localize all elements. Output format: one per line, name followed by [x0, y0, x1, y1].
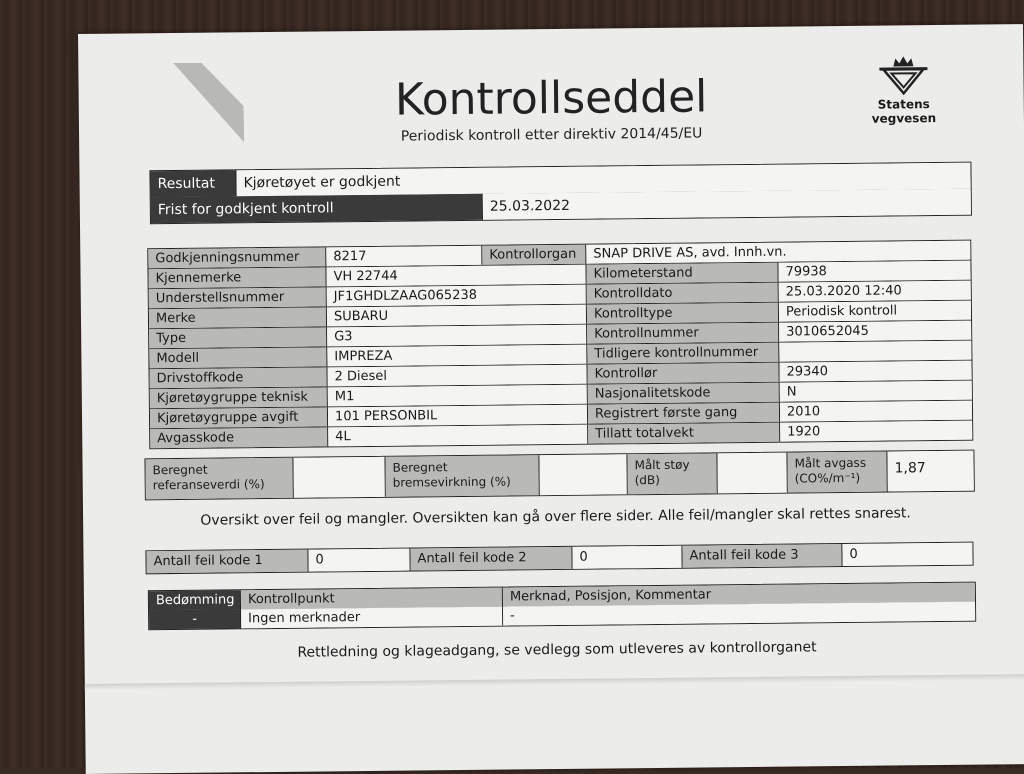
detail-label: Kontrolltype [587, 303, 779, 324]
detail-value: 101 PERSONBIL [328, 405, 588, 427]
detail-value [779, 341, 971, 362]
referanseverdi-label [145, 458, 293, 500]
kode1-label: Antall feil kode 1 [146, 550, 308, 574]
crown-shield-icon [877, 55, 929, 96]
godkjenningsnummer-value: 8217 [326, 246, 482, 267]
maalt-avgass-value: 1,87 [887, 451, 973, 492]
detail-label: Modell [149, 347, 327, 368]
kode1-value: 0 [308, 549, 410, 572]
kontrollorgan-value: SNAP DRIVE AS, avd. Innh.vn. [586, 241, 970, 264]
maalt-avgass-label-line2: (CO%/m⁻¹) [794, 470, 861, 486]
merknad-header: Merknad, Posisjon, Kommentar [503, 583, 975, 607]
maalt-avgass-label [787, 452, 887, 493]
rettledning-text: Rettledning og klageadgang, se vedlegg som utleveres av kontrollorganet [297, 639, 817, 661]
measurement-row [145, 451, 973, 500]
referanseverdi-label-line1: Beregnet [152, 462, 208, 478]
detail-value: JF1GHDLZAAG065238 [327, 285, 587, 307]
detail-label: Type [149, 327, 327, 348]
detail-label: Understellsnummer [149, 287, 327, 308]
detail-label: Kjennemerke [148, 267, 326, 288]
bedomming-header: Bedømming [149, 590, 241, 610]
detail-label: Tillatt totalvekt [588, 423, 780, 444]
assessment-table [148, 582, 976, 631]
maalt-stoy-label-line2: (dB) [634, 472, 660, 488]
frist-label: Frist for godkjent kontroll [151, 194, 483, 223]
result-box [149, 162, 972, 225]
referanseverdi-label-line2: referanseverdi (%) [152, 477, 265, 493]
detail-label: Kontrollnummer [587, 323, 779, 344]
detail-label: Kilometerstand [586, 263, 778, 284]
document-subtitle: Periodisk kontroll etter direktiv 2014/45/EU [400, 125, 703, 145]
frist-value: 25.03.2022 [483, 189, 971, 220]
godkjenningsnummer-label: Godkjenningsnummer [148, 247, 326, 268]
bremsevirkning-label-line1: Beregnet [392, 460, 448, 475]
bedomming-value: - [149, 609, 241, 629]
maalt-stoy-value [717, 453, 787, 494]
detail-value: SUBARU [327, 305, 587, 327]
statens-vegvesen-logo [843, 55, 964, 126]
detail-value: 4L [328, 425, 588, 447]
detail-label: Drivstoffkode [150, 367, 328, 388]
detail-label: Avgasskode [150, 427, 328, 448]
detail-label: Kjøretøygruppe avgift [150, 407, 328, 428]
detail-value: IMPREZA [327, 345, 587, 367]
detail-label: Kontrolldato [587, 283, 779, 304]
oversikt-text: Oversikt over feil og mangler. Oversikten kan gå over flere sider. Alle feil/mangler skal rettes snarest. [200, 505, 911, 529]
detail-value: 79938 [778, 261, 970, 282]
maalt-avgass-label-line1: Målt avgass [794, 455, 867, 471]
detail-value: 25.03.2020 12:40 [779, 281, 971, 302]
bremsevirkning-label-line2: bremsevirkning (%) [392, 474, 511, 490]
logo-text: Statens vegvesen [871, 97, 937, 126]
detail-value: Periodisk kontroll [779, 301, 971, 322]
detail-value: N [780, 381, 972, 402]
bremsevirkning-value [539, 454, 627, 495]
vehicle-details-table [147, 240, 973, 450]
kontrollpunkt-value: Ingen merknader [241, 607, 503, 629]
measurement-box [144, 450, 974, 501]
bremsevirkning-label [385, 455, 539, 497]
kode3-label: Antall feil kode 3 [682, 544, 842, 568]
detail-value: 2010 [780, 401, 972, 422]
detail-value: VH 22744 [326, 265, 586, 287]
resultat-label: Resultat [150, 170, 236, 197]
kode2-label: Antall feil kode 2 [410, 547, 572, 571]
fault-count-row [146, 543, 972, 574]
kontrollpunkt-header: Kontrollpunkt [241, 588, 503, 610]
detail-label: Nasjonalitetskode [588, 383, 780, 404]
detail-value: 2 Diesel [328, 365, 588, 387]
detail-label: Merke [149, 307, 327, 328]
detail-value: 3010652045 [779, 321, 971, 342]
maalt-stoy-label [627, 453, 717, 494]
fault-count-box [145, 542, 973, 575]
detail-value: 1920 [780, 421, 972, 442]
detail-value: G3 [327, 325, 587, 347]
merknad-value: - [503, 602, 975, 626]
detail-label: Tidligere kontrollnummer [587, 343, 779, 364]
detail-label: Kontrollør [587, 363, 779, 384]
kontrollorgan-label: Kontrollorgan [482, 245, 586, 265]
detail-label: Registrert første gang [588, 403, 780, 424]
kode2-value: 0 [572, 546, 682, 569]
kode3-value: 0 [842, 543, 972, 566]
resultat-value: Kjøretøyet er godkjent [236, 163, 970, 197]
referanseverdi-value [293, 457, 385, 498]
detail-value: M1 [328, 385, 588, 407]
detail-label: Kjøretøygruppe teknisk [150, 387, 328, 408]
document-title: Kontrollseddel [394, 71, 708, 126]
detail-value: 29340 [779, 361, 971, 382]
maalt-stoy-label-line1: Målt støy [634, 457, 690, 473]
inspection-document [78, 24, 1024, 774]
